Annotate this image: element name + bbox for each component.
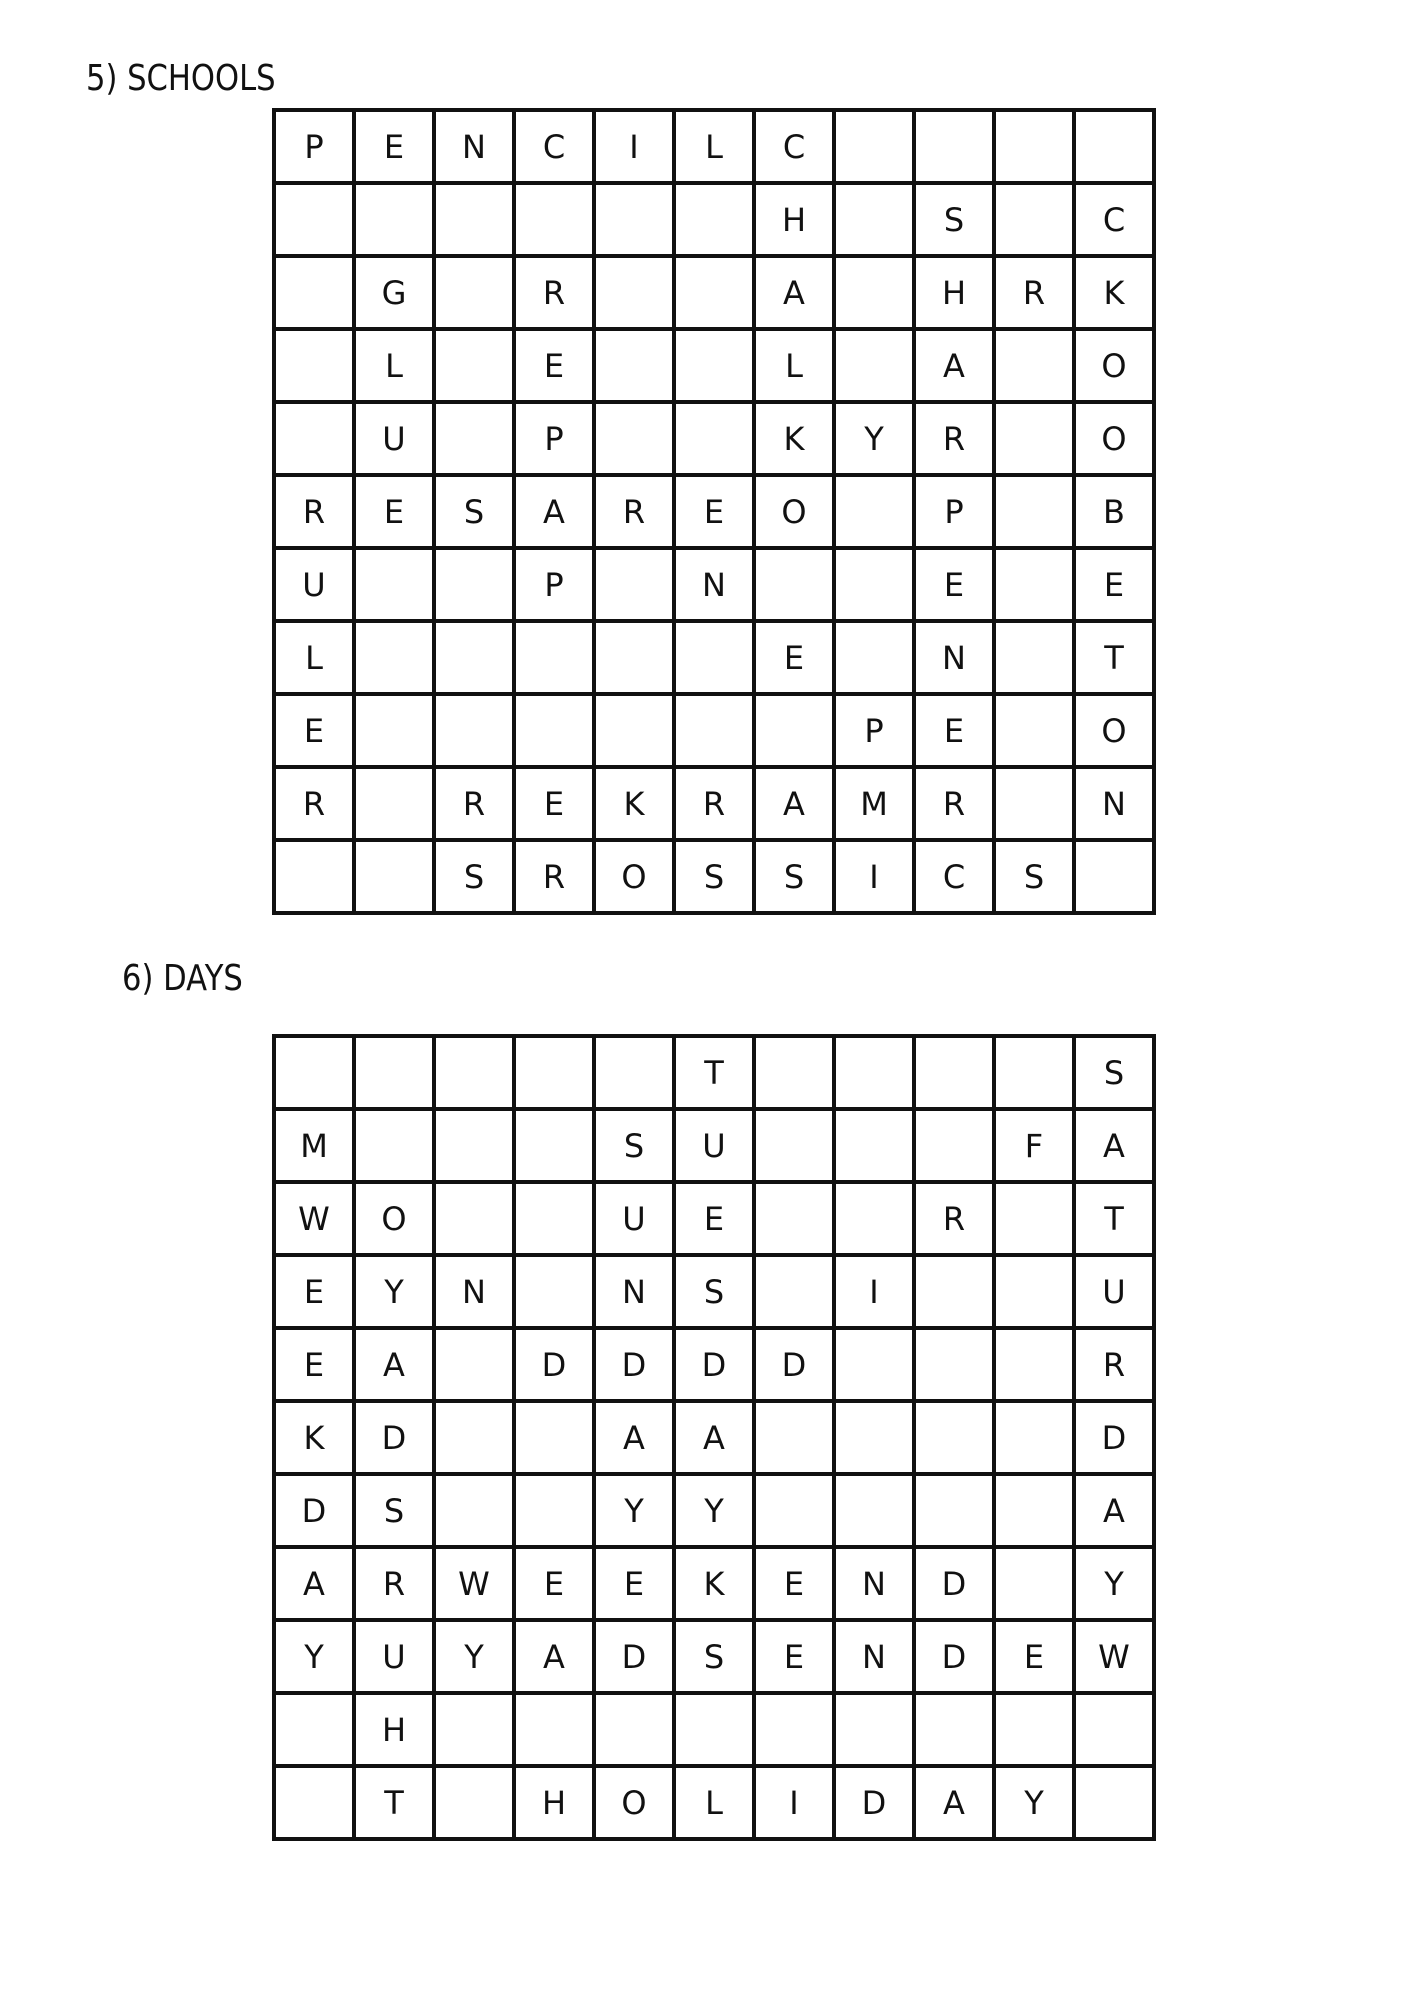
grid-cell	[996, 696, 1076, 769]
grid-cell: A	[516, 477, 596, 550]
grid-cell	[996, 1038, 1076, 1111]
grid-cell: D	[276, 1476, 356, 1549]
grid-cell: B	[1076, 477, 1156, 550]
grid-cell	[676, 696, 756, 769]
grid-cell: I	[756, 1768, 836, 1841]
grid-cell: N	[436, 1257, 516, 1330]
grid-cell	[996, 550, 1076, 623]
grid-cell	[996, 623, 1076, 696]
grid-cell	[916, 1403, 996, 1476]
grid-cell	[1076, 842, 1156, 915]
grid-cell	[436, 1111, 516, 1184]
grid-cell: O	[1076, 331, 1156, 404]
puzzle-5-grid	[272, 108, 1156, 915]
grid-cell	[836, 1111, 916, 1184]
grid-cell: L	[356, 331, 436, 404]
grid-cell: D	[356, 1403, 436, 1476]
grid-cell: C	[516, 112, 596, 185]
grid-cell: P	[516, 550, 596, 623]
grid-cell	[756, 1403, 836, 1476]
grid-cell	[836, 112, 916, 185]
grid-cell: D	[596, 1622, 676, 1695]
grid-cell: E	[756, 1549, 836, 1622]
grid-cell: R	[676, 769, 756, 842]
grid-cell: A	[756, 769, 836, 842]
grid-cell: E	[996, 1622, 1076, 1695]
grid-cell: A	[596, 1403, 676, 1476]
grid-cell	[836, 1695, 916, 1768]
grid-cell: F	[996, 1111, 1076, 1184]
grid-cell: O	[756, 477, 836, 550]
grid-cell: E	[596, 1549, 676, 1622]
grid-cell	[516, 1184, 596, 1257]
grid-cell	[276, 258, 356, 331]
grid-cell	[916, 1476, 996, 1549]
grid-cell: R	[916, 769, 996, 842]
grid-cell	[756, 1257, 836, 1330]
grid-cell: O	[1076, 696, 1156, 769]
grid-cell	[676, 185, 756, 258]
grid-cell: A	[1076, 1476, 1156, 1549]
grid-cell: U	[356, 404, 436, 477]
puzzle-5-title: 5) SCHOOLS	[86, 58, 276, 99]
grid-cell	[836, 1184, 916, 1257]
grid-cell: P	[516, 404, 596, 477]
grid-cell	[836, 258, 916, 331]
grid-cell: M	[836, 769, 916, 842]
grid-cell	[996, 1549, 1076, 1622]
grid-cell: T	[1076, 1184, 1156, 1257]
grid-cell	[756, 550, 836, 623]
grid-cell: I	[596, 112, 676, 185]
grid-cell	[996, 404, 1076, 477]
grid-cell: R	[276, 769, 356, 842]
grid-cell: P	[836, 696, 916, 769]
grid-cell	[356, 842, 436, 915]
grid-cell: A	[1076, 1111, 1156, 1184]
grid-cell: N	[1076, 769, 1156, 842]
grid-cell	[996, 1476, 1076, 1549]
grid-cell: S	[916, 185, 996, 258]
grid-cell	[596, 185, 676, 258]
grid-cell	[996, 1184, 1076, 1257]
grid-cell	[996, 477, 1076, 550]
grid-cell	[836, 1330, 916, 1403]
grid-cell: A	[676, 1403, 756, 1476]
grid-cell	[276, 404, 356, 477]
grid-cell	[1076, 112, 1156, 185]
grid-cell: S	[756, 842, 836, 915]
grid-cell: R	[1076, 1330, 1156, 1403]
grid-cell: U	[596, 1184, 676, 1257]
grid-cell	[516, 1038, 596, 1111]
grid-cell: A	[756, 258, 836, 331]
grid-cell: C	[916, 842, 996, 915]
grid-cell: Y	[836, 404, 916, 477]
grid-cell	[516, 696, 596, 769]
grid-cell	[596, 331, 676, 404]
grid-cell: R	[996, 258, 1076, 331]
grid-cell	[516, 1111, 596, 1184]
grid-cell: E	[676, 477, 756, 550]
grid-cell	[436, 1403, 516, 1476]
grid-cell: U	[676, 1111, 756, 1184]
grid-cell	[756, 1695, 836, 1768]
grid-cell	[356, 1038, 436, 1111]
grid-cell: D	[596, 1330, 676, 1403]
grid-cell: H	[356, 1695, 436, 1768]
grid-cell: S	[1076, 1038, 1156, 1111]
grid-cell: E	[356, 112, 436, 185]
grid-cell	[436, 258, 516, 331]
grid-cell: U	[356, 1622, 436, 1695]
grid-cell	[756, 696, 836, 769]
grid-cell: H	[916, 258, 996, 331]
puzzle-6-grid	[272, 1034, 1156, 1841]
grid-cell	[436, 404, 516, 477]
grid-cell	[676, 623, 756, 696]
grid-cell: K	[676, 1549, 756, 1622]
grid-cell	[596, 258, 676, 331]
grid-cell	[436, 185, 516, 258]
grid-cell: Y	[276, 1622, 356, 1695]
grid-cell: A	[916, 1768, 996, 1841]
grid-cell: E	[756, 623, 836, 696]
grid-cell: S	[996, 842, 1076, 915]
grid-cell: R	[276, 477, 356, 550]
grid-cell: R	[516, 842, 596, 915]
grid-cell	[436, 1038, 516, 1111]
grid-cell: L	[756, 331, 836, 404]
grid-cell: D	[836, 1768, 916, 1841]
grid-cell	[356, 623, 436, 696]
grid-cell: K	[756, 404, 836, 477]
grid-cell	[436, 1476, 516, 1549]
grid-cell: A	[916, 331, 996, 404]
grid-cell	[756, 1184, 836, 1257]
grid-cell	[276, 331, 356, 404]
grid-cell: Y	[436, 1622, 516, 1695]
grid-cell	[436, 1695, 516, 1768]
grid-cell: E	[916, 696, 996, 769]
grid-cell	[836, 1403, 916, 1476]
grid-cell	[676, 258, 756, 331]
grid-cell	[276, 842, 356, 915]
puzzle-6-title: 6) DAYS	[122, 958, 243, 999]
grid-cell	[756, 1111, 836, 1184]
grid-cell	[516, 623, 596, 696]
grid-cell: A	[276, 1549, 356, 1622]
grid-cell	[996, 112, 1076, 185]
grid-cell	[996, 1695, 1076, 1768]
grid-cell: K	[276, 1403, 356, 1476]
grid-cell	[596, 1695, 676, 1768]
grid-cell: N	[836, 1622, 916, 1695]
grid-cell: K	[596, 769, 676, 842]
grid-cell	[1076, 1768, 1156, 1841]
grid-cell: K	[1076, 258, 1156, 331]
grid-cell	[516, 185, 596, 258]
grid-cell	[996, 1330, 1076, 1403]
grid-cell	[676, 331, 756, 404]
grid-cell	[996, 1257, 1076, 1330]
grid-cell: D	[1076, 1403, 1156, 1476]
grid-cell	[516, 1257, 596, 1330]
grid-cell	[356, 769, 436, 842]
grid-cell	[436, 1184, 516, 1257]
grid-cell: Y	[1076, 1549, 1156, 1622]
grid-cell: E	[276, 696, 356, 769]
grid-cell: T	[1076, 623, 1156, 696]
grid-cell: I	[836, 842, 916, 915]
grid-cell	[276, 185, 356, 258]
grid-cell: N	[916, 623, 996, 696]
grid-cell	[916, 1330, 996, 1403]
grid-cell: D	[916, 1549, 996, 1622]
grid-cell	[596, 404, 676, 477]
grid-cell: W	[1076, 1622, 1156, 1695]
grid-cell: T	[356, 1768, 436, 1841]
grid-cell: U	[276, 550, 356, 623]
grid-cell: L	[676, 1768, 756, 1841]
grid-cell: N	[676, 550, 756, 623]
grid-cell: S	[356, 1476, 436, 1549]
grid-cell	[1076, 1695, 1156, 1768]
grid-cell	[836, 550, 916, 623]
grid-cell	[516, 1403, 596, 1476]
grid-cell: E	[276, 1257, 356, 1330]
grid-cell: N	[596, 1257, 676, 1330]
grid-cell	[276, 1695, 356, 1768]
grid-cell: R	[356, 1549, 436, 1622]
grid-cell	[436, 623, 516, 696]
grid-cell: O	[1076, 404, 1156, 477]
grid-cell	[916, 1038, 996, 1111]
grid-cell	[916, 1257, 996, 1330]
grid-cell: S	[436, 477, 516, 550]
grid-cell: D	[516, 1330, 596, 1403]
grid-cell	[276, 1768, 356, 1841]
grid-cell: R	[916, 404, 996, 477]
grid-cell	[596, 1038, 676, 1111]
grid-cell: E	[756, 1622, 836, 1695]
grid-cell: C	[1076, 185, 1156, 258]
grid-cell: H	[756, 185, 836, 258]
grid-cell: S	[676, 842, 756, 915]
grid-cell	[436, 331, 516, 404]
grid-cell: D	[916, 1622, 996, 1695]
grid-cell	[516, 1476, 596, 1549]
grid-cell: E	[1076, 550, 1156, 623]
grid-cell	[916, 112, 996, 185]
grid-cell	[596, 696, 676, 769]
grid-cell: W	[436, 1549, 516, 1622]
grid-cell	[356, 1111, 436, 1184]
grid-cell: U	[1076, 1257, 1156, 1330]
grid-cell	[276, 1038, 356, 1111]
grid-cell: O	[356, 1184, 436, 1257]
grid-cell: N	[436, 112, 516, 185]
grid-cell: D	[756, 1330, 836, 1403]
grid-cell	[356, 185, 436, 258]
grid-cell	[836, 331, 916, 404]
grid-cell	[516, 1695, 596, 1768]
grid-cell: E	[516, 769, 596, 842]
grid-cell	[836, 1476, 916, 1549]
grid-cell	[756, 1476, 836, 1549]
grid-cell	[596, 550, 676, 623]
grid-cell: E	[516, 331, 596, 404]
grid-cell: R	[596, 477, 676, 550]
grid-cell: P	[276, 112, 356, 185]
grid-cell: Y	[356, 1257, 436, 1330]
grid-cell	[356, 550, 436, 623]
grid-cell	[916, 1111, 996, 1184]
grid-cell	[676, 404, 756, 477]
grid-cell	[996, 1403, 1076, 1476]
grid-cell: Y	[676, 1476, 756, 1549]
grid-cell: N	[836, 1549, 916, 1622]
grid-cell	[996, 331, 1076, 404]
grid-cell	[836, 477, 916, 550]
grid-cell	[436, 1768, 516, 1841]
grid-cell: O	[596, 842, 676, 915]
grid-cell: P	[916, 477, 996, 550]
grid-cell	[996, 185, 1076, 258]
grid-cell: S	[676, 1257, 756, 1330]
grid-cell: L	[276, 623, 356, 696]
grid-cell: D	[676, 1330, 756, 1403]
grid-cell	[676, 1695, 756, 1768]
grid-cell	[436, 550, 516, 623]
grid-cell: E	[516, 1549, 596, 1622]
grid-cell: Y	[996, 1768, 1076, 1841]
grid-cell: S	[596, 1111, 676, 1184]
grid-cell: E	[916, 550, 996, 623]
grid-cell: O	[596, 1768, 676, 1841]
grid-cell: S	[676, 1622, 756, 1695]
grid-cell	[436, 696, 516, 769]
grid-cell	[996, 769, 1076, 842]
grid-cell	[756, 1038, 836, 1111]
grid-cell: R	[436, 769, 516, 842]
grid-cell: T	[676, 1038, 756, 1111]
grid-cell: E	[276, 1330, 356, 1403]
grid-cell: C	[756, 112, 836, 185]
grid-cell	[596, 623, 676, 696]
grid-cell	[356, 696, 436, 769]
grid-cell: E	[676, 1184, 756, 1257]
grid-cell	[836, 623, 916, 696]
grid-cell: W	[276, 1184, 356, 1257]
grid-cell: M	[276, 1111, 356, 1184]
grid-cell: L	[676, 112, 756, 185]
grid-cell	[436, 1330, 516, 1403]
grid-cell: I	[836, 1257, 916, 1330]
grid-cell	[836, 185, 916, 258]
grid-cell: Y	[596, 1476, 676, 1549]
grid-cell	[836, 1038, 916, 1111]
grid-cell: A	[356, 1330, 436, 1403]
grid-cell	[916, 1695, 996, 1768]
grid-cell: H	[516, 1768, 596, 1841]
grid-cell: S	[436, 842, 516, 915]
grid-cell: R	[516, 258, 596, 331]
grid-cell: G	[356, 258, 436, 331]
grid-cell: E	[356, 477, 436, 550]
grid-cell: A	[516, 1622, 596, 1695]
grid-cell: R	[916, 1184, 996, 1257]
